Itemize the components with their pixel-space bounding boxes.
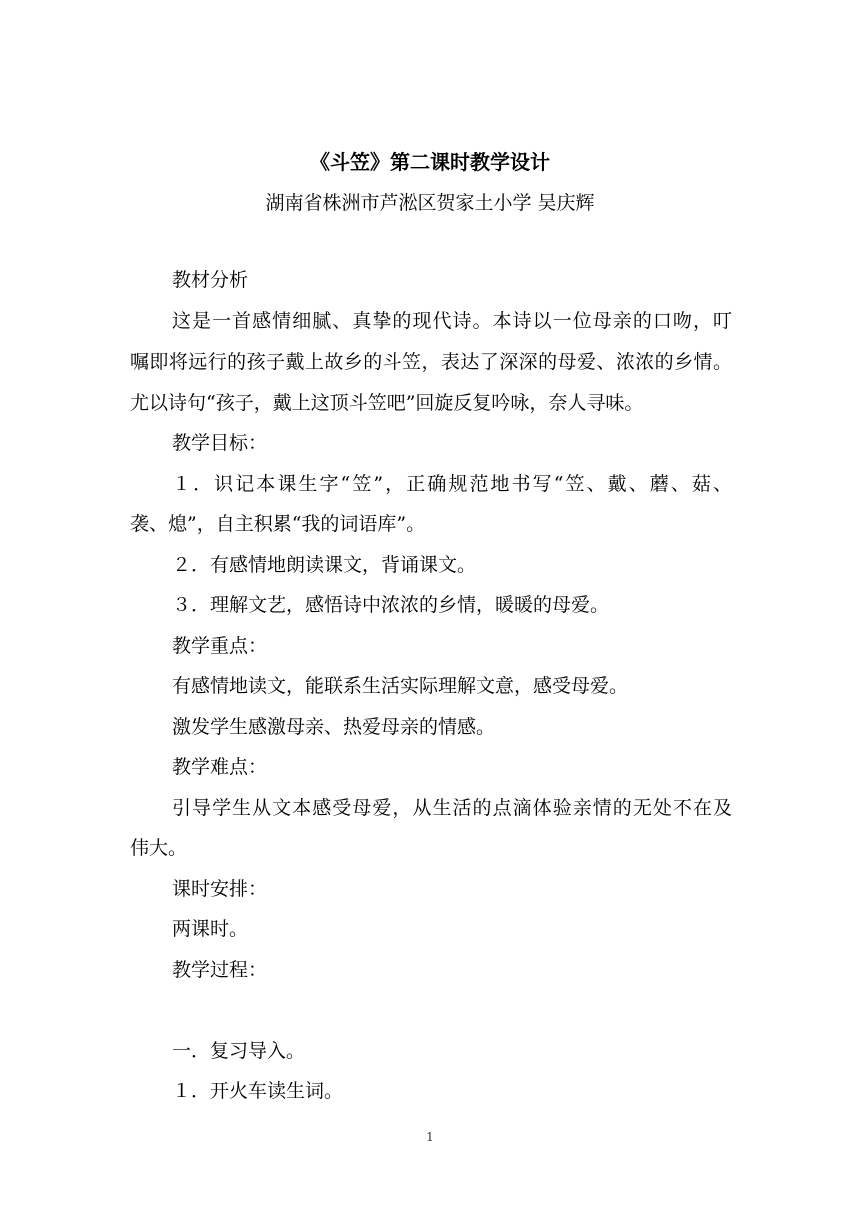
key-point-2: 激发学生感激母亲、热爱母亲的情感。 bbox=[172, 716, 496, 738]
goal-1-line-1: １．识记本课生字“笠”，正确规范地书写“笠、戴、蘑、菇、 bbox=[172, 473, 732, 495]
analysis-line-2: 嘱即将远行的孩子戴上故乡的斗笠，表达了深深的母爱、浓浓的乡情。 bbox=[130, 351, 732, 373]
key-point-1: 有感情地读文，能联系生活实际理解文意，感受母爱。 bbox=[172, 675, 629, 697]
schedule-value: 两课时。 bbox=[172, 918, 249, 940]
analysis-heading: 教材分析 bbox=[172, 269, 249, 291]
document-author: 湖南省株洲市芦淞区贺家土小学 吴庆辉 bbox=[265, 192, 595, 214]
process-step-1-item-1: １．开火车读生词。 bbox=[172, 1080, 344, 1102]
analysis-line-1: 这是一首感情细腻、真挚的现代诗。本诗以一位母亲的口吻，叮 bbox=[172, 310, 732, 332]
document-title: 《斗笠》第二课时教学设计 bbox=[310, 150, 550, 174]
goal-2: ２．有感情地朗读课文，背诵课文。 bbox=[172, 554, 477, 576]
difficulty-heading: 教学难点： bbox=[172, 756, 268, 778]
difficulty-line-1: 引导学生从文本感受母爱，从生活的点滴体验亲情的无处不在及 bbox=[172, 797, 732, 819]
page-number: 1 bbox=[426, 1130, 434, 1144]
process-step-1: 一．复习导入。 bbox=[172, 1040, 306, 1062]
goals-heading: 教学目标： bbox=[172, 432, 268, 454]
difficulty-line-2: 伟大。 bbox=[130, 837, 188, 859]
goal-1-line-2: 袭、熄”，自主积累“我的词语库”。 bbox=[130, 513, 426, 535]
key-heading: 教学重点： bbox=[172, 635, 268, 657]
process-heading: 教学过程： bbox=[172, 959, 268, 981]
analysis-line-3: 尤以诗句“孩子，戴上这顶斗笠吧”回旋反复吟咏，奈人寻味。 bbox=[130, 392, 644, 414]
goal-3: ３．理解文艺，感悟诗中浓浓的乡情，暖暖的母爱。 bbox=[172, 594, 610, 616]
schedule-heading: 课时安排： bbox=[172, 878, 268, 900]
